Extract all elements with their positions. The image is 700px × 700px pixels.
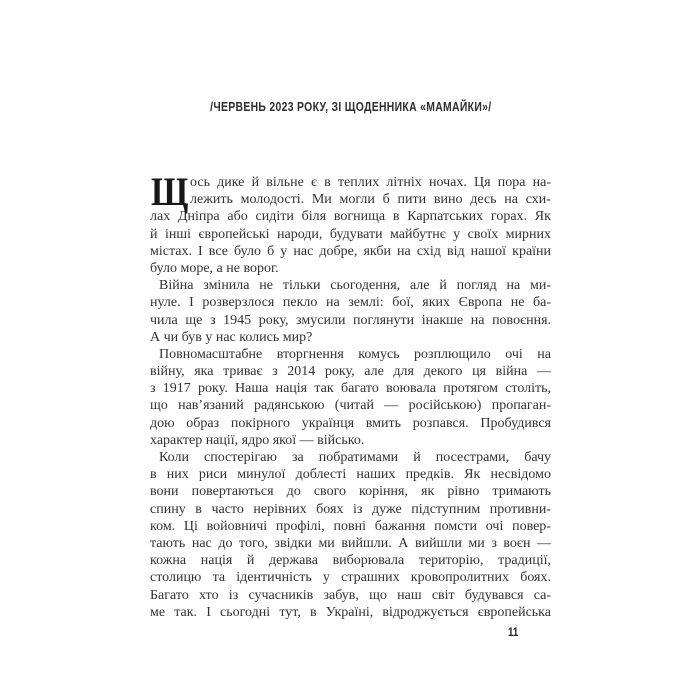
- text-line: [150, 277, 551, 294]
- paragraph: [150, 346, 551, 449]
- text-line: [150, 466, 551, 483]
- text-line-content: й інші європейські народи, будувати майбутнє у своїх мирних: [150, 226, 552, 242]
- text-line: [190, 174, 551, 191]
- text-line: [150, 260, 551, 277]
- text-line: [150, 535, 551, 552]
- text-line-content: ком. Ці войовничі профілі, повні бажання помсти очі повер-: [150, 518, 551, 534]
- text-line-content: столицю та ідентичність у страшних кровопролитних боях.: [150, 570, 551, 586]
- text-line: [150, 329, 551, 346]
- text-line-content: ме так. І сьогодні тут, в Україні, відроджується європейська: [150, 604, 551, 620]
- text-line-content: з 1917 року. Наша нація так багато воювала протягом століть,: [150, 381, 552, 397]
- text-line-content: дою образ покірного українця вмить розпався. Пробудився: [150, 415, 551, 431]
- text-line: [150, 208, 551, 225]
- text-line: [150, 226, 551, 243]
- text-line: [150, 501, 551, 518]
- text-line: [150, 604, 551, 621]
- text-line-content: Повномасштабне вторгнення комусь розплющило очі на: [159, 346, 552, 362]
- text-line-content: кожна нація й держава виборювала територію, традиції,: [150, 553, 551, 569]
- text-line-content: нуле. І розверзлося пекло на землі: бої, яких Європа не ба-: [150, 295, 551, 311]
- text-line: [150, 415, 551, 432]
- text-line-content: чила ще з 1945 року, змусили поглянути інакше на повоєння.: [150, 312, 552, 328]
- text-line-content: А чи був у нас колись мир?: [150, 329, 313, 345]
- text-line: [150, 432, 551, 449]
- body-text-block: [150, 169, 552, 621]
- text-line: [150, 449, 551, 466]
- paragraph: [150, 277, 551, 346]
- chapter-header-text: /ЧЕРВЕНЬ 2023 РОКУ, ЗІ ЩОДЕННИКА «МАМАЙКИ»/: [209, 99, 492, 114]
- text-line: [150, 552, 551, 569]
- text-line: [150, 518, 551, 535]
- text-line: [150, 363, 551, 380]
- running-header: [150, 100, 551, 114]
- page-number: 11: [508, 627, 519, 639]
- text-line: [150, 294, 551, 311]
- text-line-content: Коли спостерігаю за побратимами й посестрами, бачу: [159, 450, 552, 465]
- text-line-content: тають нас до того, звідки ми вийшли. А вийшли ми з воєн —: [150, 535, 552, 551]
- text-line-content: було море, а не ворог.: [150, 260, 279, 276]
- text-line: [150, 397, 551, 414]
- paragraph: [150, 169, 552, 277]
- text-line: [150, 243, 551, 260]
- text-line: [150, 380, 551, 397]
- drop-cap: Щ: [151, 169, 189, 214]
- text-line: [150, 483, 551, 500]
- text-line-content: війну, яка триває з 2014 року, але для декого ця війна —: [150, 364, 551, 380]
- text-line-content: в них риси минулої доблесті наших предків. Як несвідомо: [150, 467, 551, 483]
- text-line-content: ось дике й вільне є в теплих літніх ночах. Ця пора на-: [190, 175, 551, 190]
- paragraph: [150, 449, 551, 621]
- text-line-content: лежить молодості. Ми могли б пити вино десь на схи-: [190, 192, 551, 208]
- text-line: [150, 312, 551, 329]
- text-line-content: вони повертаються до свого коріння, як рівно тримають: [150, 484, 551, 500]
- text-line-content: містах. І все було б у нас добре, якби на схід від нашої країни: [150, 243, 552, 259]
- text-line: [150, 346, 551, 363]
- text-line: [190, 191, 551, 208]
- text-line-content: Війна змінила не тільки сьогодення, але й погляд на ми-: [159, 278, 552, 294]
- text-line-content: лах Дніпра або сидіти біля вогнища в Карпатських горах. Як: [150, 209, 551, 225]
- text-line-content: що нав’язаний радянською (читай — російською) пропаган-: [150, 398, 552, 414]
- text-line-content: Багато хто із сучасників забув, що наш світ будувався са-: [150, 587, 552, 603]
- text-line: [150, 569, 551, 586]
- text-line-content: характер нації, ядро якої — військо.: [150, 432, 365, 448]
- text-line: [150, 587, 551, 604]
- text-line-content: спину в часто нерівних боях із дуже підступним противни-: [150, 501, 551, 517]
